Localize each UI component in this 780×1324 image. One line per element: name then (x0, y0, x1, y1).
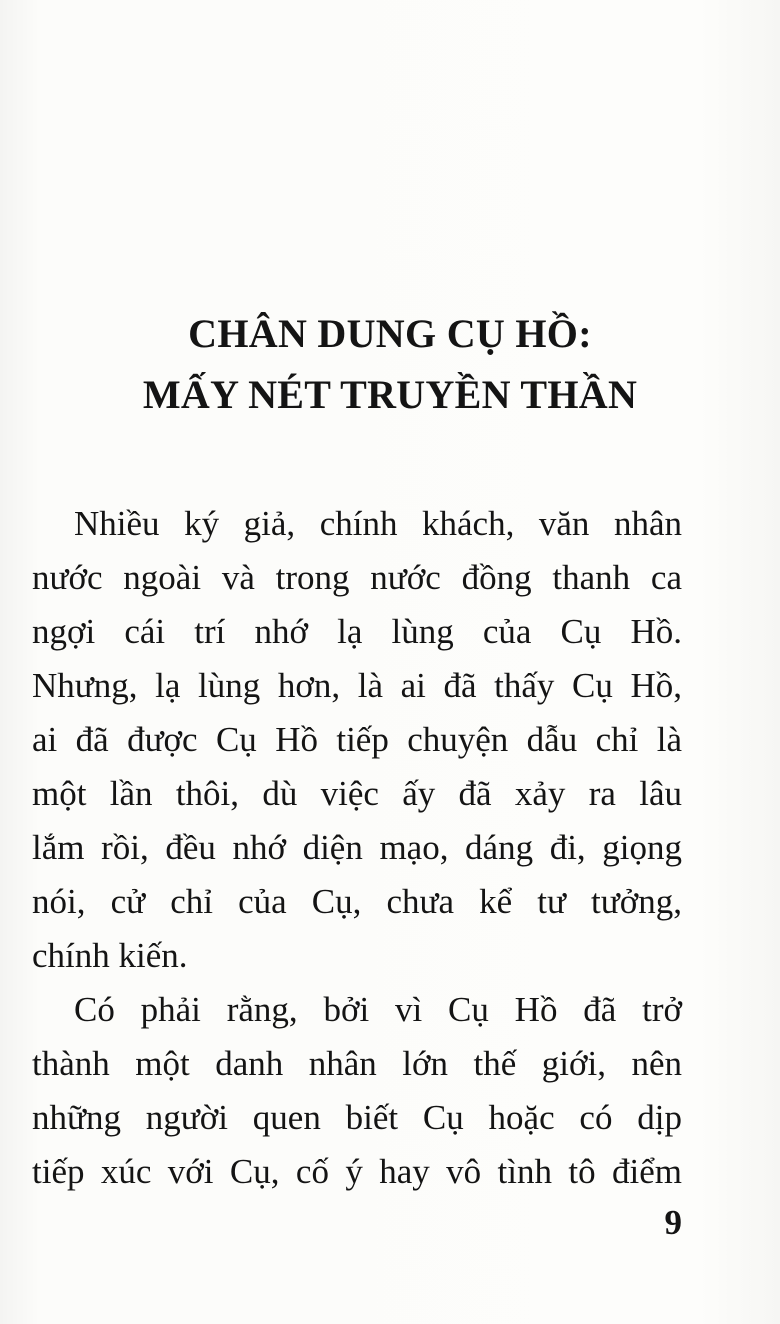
text-line: Nhưng, lạ lùng hơn, là ai đã thấy Cụ Hồ, (32, 666, 682, 705)
text-line: lắm rồi, đều nhớ diện mạo, dáng đi, giọng (32, 828, 682, 867)
text-line: thành một danh nhân lớn thế giới, nên (32, 1044, 682, 1083)
chapter-title-line-2: MẤY NÉT TRUYỀN THẦN (142, 372, 638, 417)
chapter-title-line-1: CHÂN DUNG CỤ HỒ: (188, 311, 592, 356)
text-line: những người quen biết Cụ hoặc có dịp (32, 1098, 682, 1137)
text-line: ai đã được Cụ Hồ tiếp chuyện dẫu chỉ là (32, 720, 682, 759)
text-line: Có phải rằng, bởi vì Cụ Hồ đã trở (74, 990, 682, 1029)
text-line: nước ngoài và trong nước đồng thanh ca (32, 558, 682, 597)
chapter-body (32, 497, 682, 1199)
text-line: Nhiều ký giả, chính khách, văn nhân (74, 504, 682, 543)
paragraph-1 (32, 497, 682, 983)
text-line: nói, cử chỉ của Cụ, chưa kể tư tưởng, (32, 882, 682, 921)
text-line: một lần thôi, dù việc ấy đã xảy ra lâu (32, 774, 682, 813)
text-line: tiếp xúc với Cụ, cố ý hay vô tình tô điểm (32, 1152, 682, 1191)
text-line: chính kiến. (32, 936, 188, 975)
page-number: 9 (664, 1203, 682, 1242)
text-line: ngợi cái trí nhớ lạ lùng của Cụ Hồ. (32, 612, 682, 651)
paragraph-2 (32, 983, 682, 1199)
